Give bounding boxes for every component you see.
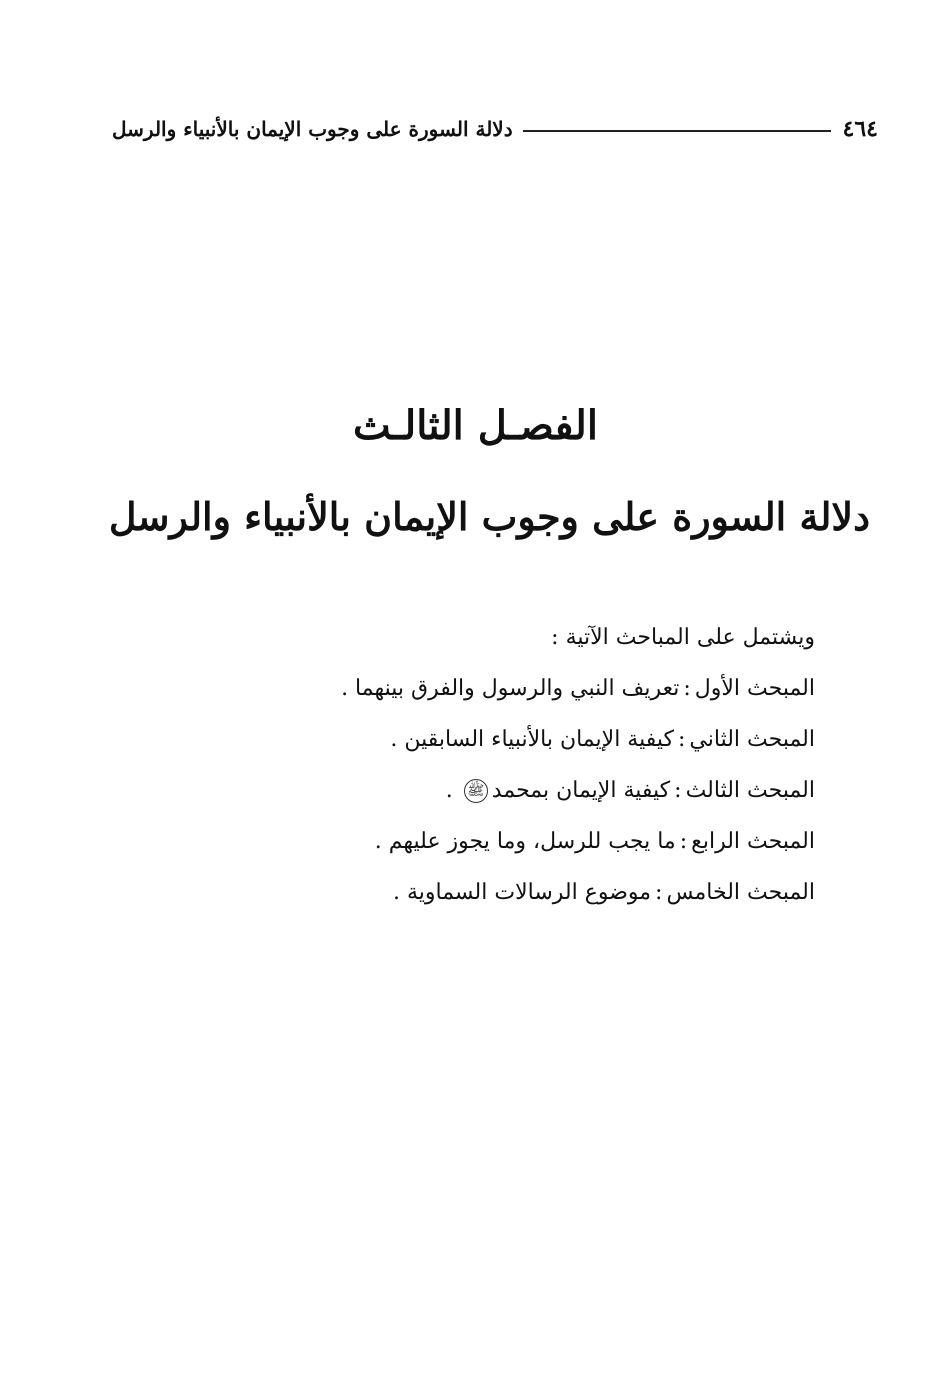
section-item-3 bbox=[255, 765, 815, 816]
section-item-1 bbox=[255, 663, 815, 714]
chapter-title: دلالة السورة على وجوب الإيمان بالأنبياء والرسل bbox=[108, 494, 870, 539]
section-separator: : bbox=[679, 829, 688, 854]
section-name: المبحث الخامس bbox=[666, 880, 815, 905]
section-text: تعريف النبي والرسول والفرق بينهما . bbox=[341, 676, 680, 701]
section-item-5 bbox=[255, 867, 815, 918]
section-separator: : bbox=[674, 778, 682, 803]
section-name: المبحث الثالث bbox=[685, 778, 815, 803]
running-header bbox=[112, 112, 878, 146]
section-separator: : bbox=[683, 676, 691, 701]
section-text: ما يجب للرسل، وما يجوز عليهم . bbox=[374, 829, 676, 854]
page-number: ٤٦٤ bbox=[842, 116, 878, 142]
section-name: المبحث الرابع bbox=[691, 829, 815, 854]
pbuh-symbol-icon: ﷺ bbox=[464, 779, 488, 803]
section-text: موضوع الرسالات السماوية . bbox=[392, 880, 652, 905]
contents-intro: ويشتمل على المباحث الآتية : bbox=[551, 625, 815, 650]
section-text: كيفية الإيمان بمحمد bbox=[491, 778, 671, 803]
contents-list bbox=[255, 612, 815, 918]
section-name: المبحث الأول bbox=[694, 676, 815, 701]
section-separator: : bbox=[677, 727, 686, 752]
header-rule bbox=[523, 130, 831, 132]
section-text: كيفية الإيمان بالأنبياء السابقين . bbox=[390, 727, 674, 752]
chapter-label: الفصـل الثالـث bbox=[353, 402, 598, 449]
section-separator: : bbox=[655, 880, 663, 905]
running-title: دلالة السورة على وجوب الإيمان بالأنبياء والرسل bbox=[112, 117, 513, 141]
section-item-4 bbox=[255, 816, 815, 867]
section-end: . bbox=[445, 778, 460, 803]
section-item-2 bbox=[255, 714, 815, 765]
section-name: المبحث الثاني bbox=[689, 727, 815, 752]
